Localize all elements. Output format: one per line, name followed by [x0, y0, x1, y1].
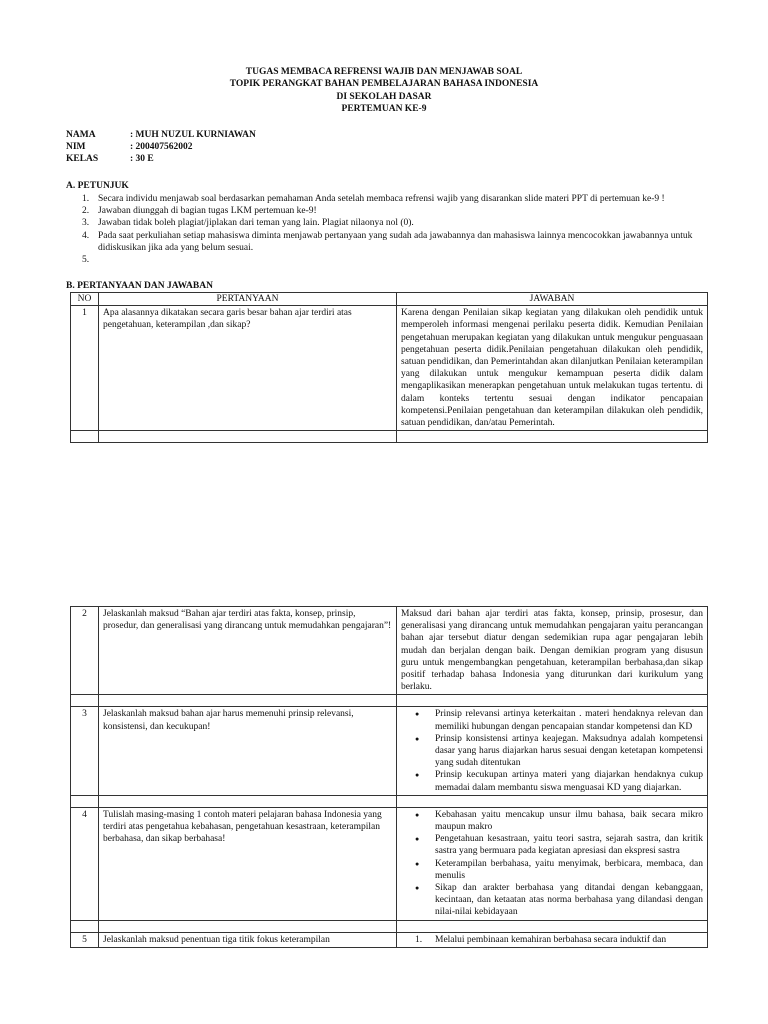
spacer-row	[71, 795, 708, 807]
list-item: ● Keterampilan berbahasa, yaitu menyimak, berbicara, membaca, dan menulis	[435, 858, 703, 882]
answer-cell	[397, 807, 708, 920]
question-cell: Jelaskanlah maksud bahan ajar harus memenuhi prinsip relevansi, konsistensi, dan kecukupan!	[99, 707, 397, 795]
question-cell: Tulislah masing-masing 1 contoh materi pelajaran bahasa Indonesia yang terdiri atas pengetahua kebahasan, pengetahuan kesastraan, keterampilan berbahasa, dan sikap berbahasa!	[99, 807, 397, 920]
answer-cell: Karena dengan Penilaian sikap kegiatan yang dilakukan oleh pendidik untuk memperoleh informasi mengenai perilaku peserta didik. Kemudian Penilaian pengetahuan merupakan kegiatan yang dilakukan untuk mengukur penguasaan pengetahuan peserta didik.Penilaian pengetahuan dilakukan oleh pendidik, satuan pendidikan, dan Pemerintahdan akan dilanjutkan Penilaian keterampilan yang dilakukan untuk mengukur kemampuan peserta didik dalam mengaplikasikan menerapkan pengetahuan untuk melakukan tugas tertentu. di dalam konteks tertentu sesuai dengan indikator pencapaian kompetensi.Penilaian pengetahuan dan keterampilan dilakukan oleh pendidik, satuan pendidikan, dan/atau Pemerintah.	[397, 306, 708, 431]
row-number: 1	[71, 306, 99, 431]
list-item: ● Prinsip konsistensi artinya keajegan. Maksudnya adalah kompetensi dasar yang harus diajarkan harus sesuai dengan ketetapan kompetensi yang sudah ditentukan	[435, 733, 703, 770]
petunjuk-list	[78, 193, 708, 266]
qa-table-part1	[70, 292, 708, 443]
document-title	[0, 66, 768, 115]
title-line-4: PERTEMUAN KE-9	[341, 103, 427, 114]
row-number: 4	[71, 807, 99, 920]
title-line-1: TUGAS MEMBACA REFRENSI WAJIB DAN MENJAWAB SOAL	[245, 67, 523, 77]
col-no-header: NO	[71, 293, 99, 306]
kelas-label: KELAS	[66, 154, 99, 165]
table-header-row	[71, 293, 708, 306]
item-text: Secara individu menjawab soal berdasarkan pemahaman Anda setelah membaca refrensi wajib yang disarankan slide materi PPT di pertemuan ke-9 !	[98, 194, 665, 204]
nama-value: : MUH NUZUL KURNIAWAN	[130, 130, 256, 140]
list-item: ● Kebahasan yaitu mencakup unsur ilmu bahasa, baik secara mikro maupun makro	[435, 809, 703, 833]
answer-bullet-list	[401, 708, 703, 793]
col-answer-header: JAWABAN	[397, 293, 708, 306]
item-text: Jawaban diunggah di bagian tugas LKM pertemuan ke-9!	[98, 206, 317, 217]
list-item: ● Pengetahuan kesastraan, yaitu teori sastra, sejarah sastra, dan kritik sastra yang bermuara pada kegiatan apresiasi dan ekspresi sastra	[435, 833, 703, 857]
answer-numbered-list	[401, 934, 703, 946]
nim-label: NIM	[66, 142, 86, 153]
list-item: ● Prinsip relevansi artinya keterkaitan . materi hendaknya relevan dan memiliki hubungan dengan pencapaian standar kompetensi dan KD	[435, 708, 703, 732]
nama-row	[66, 129, 256, 141]
list-item: ● Prinsip kecukupan artinya materi yang diajarkan hendaknya cukup memadai dalam membantu siswa menguasai KD yang diajarkan.	[435, 769, 703, 793]
table-row	[71, 306, 708, 431]
question-cell: Apa alasannya dikatakan secara garis besar bahan ajar terdiri atas pengetahuan, keterampilan ,dan sikap?	[99, 306, 397, 431]
spacer-row	[71, 920, 708, 932]
question-cell: Jelaskanlah maksud penentuan tiga titik fokus keterampilan	[99, 932, 397, 947]
answer-bullet-list	[401, 809, 703, 919]
item-number: 1.	[415, 934, 423, 945]
kelas-row	[66, 153, 256, 165]
title-line-3: DI SEKOLAH DASAR	[336, 91, 432, 102]
nama-label: NAMA	[66, 130, 96, 140]
petunjuk-heading: A. PETUNJUK	[66, 181, 129, 191]
answer-cell: Maksud dari bahan ajar terdiri atas fakta, konsep, prinsip, prosesur, dan generalisasi yang dirancang untuk memudahkan pengajaran yaitu perancangan bahan ajar tersebut diatur dengan sedemikian rupa agar pengajaran lebih mudah dan berjalan dengan baik. Dengan demikian program yang disusun guru untuk mengembangkan pengetahuan, keterampilan berbahasa,dan sikap positif terhadap bahasa Indonesia yang diturunkan dari kurikulum yang berlaku.	[397, 607, 708, 695]
item-text: Pada saat perkuliahan setiap mahasiswa diminta menjawab pertanyaan yang sudah ada jawabannya dan mahasiswa lainnya mencocokkan jawabannya untuk didiskusikan jika ada yang belum sesuai.	[98, 230, 693, 253]
table-row	[71, 607, 708, 695]
item-text: Melalui pembinaan kemahiran berbahasa secara induktif dan	[435, 934, 667, 945]
petunjuk-item	[78, 217, 708, 229]
table-row	[71, 932, 708, 947]
item-text: Jawaban tidak boleh plagiat/jiplakan dari teman yang lain. Plagiat nilaonya nol (0).	[98, 218, 414, 229]
row-number: 5	[71, 932, 99, 947]
row-number: 2	[71, 607, 99, 695]
list-item: ● Sikap dan arakter berbahasa yang ditandai dengan kebanggaan, kecintaan, dan ketaatan atas norma berbahasa yang dilandasi dengan nilai-nilai kebidayaan	[435, 882, 703, 919]
item-number: 4.	[82, 230, 90, 241]
qa-heading: B. PERTANYAAN DAN JAWABAN	[66, 281, 213, 291]
col-question-header: PERTANYAAN	[99, 293, 397, 306]
title-line-2: TOPIK PERANGKAT BAHAN PEMBELAJARAN BAHASA INDONESIA	[229, 79, 539, 90]
spacer-row	[71, 695, 708, 707]
petunjuk-item	[78, 205, 708, 217]
table-row	[71, 807, 708, 920]
qa-table-part2	[70, 606, 708, 948]
item-number: 2.	[82, 206, 90, 217]
kelas-value: : 30 E	[130, 154, 154, 165]
list-item	[415, 934, 703, 946]
table-row	[71, 707, 708, 795]
row-number: 3	[71, 707, 99, 795]
answer-cell	[397, 932, 708, 947]
spacer-row	[71, 431, 708, 443]
item-number: 3.	[82, 218, 90, 229]
nim-value: : 200407562002	[130, 142, 193, 153]
petunjuk-item	[78, 230, 708, 254]
item-number: 1.	[82, 194, 90, 204]
student-info	[66, 129, 256, 166]
petunjuk-item	[78, 193, 708, 205]
answer-cell	[397, 707, 708, 795]
nim-row	[66, 141, 256, 153]
question-cell: Jelaskanlah maksud “Bahan ajar terdiri atas fakta, konsep, prinsip, prosedur, dan generalisasi yang dirancang untuk memudahkan pengajaran”!	[99, 607, 397, 695]
item-number: 5.	[82, 255, 90, 266]
